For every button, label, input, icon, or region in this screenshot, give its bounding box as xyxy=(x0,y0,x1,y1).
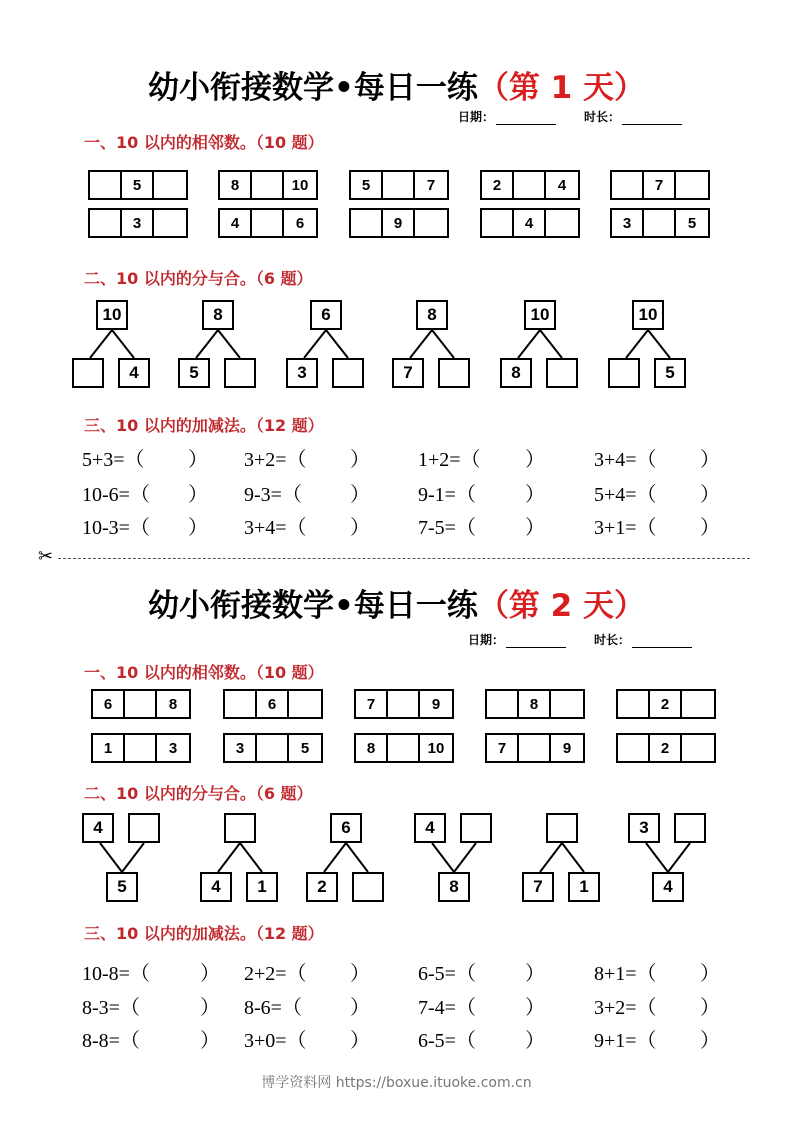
answer-blank[interactable] xyxy=(300,957,345,981)
answer-blank[interactable] xyxy=(138,511,183,535)
answer-blank[interactable] xyxy=(150,957,195,981)
answer-close-paren: ） xyxy=(525,484,545,506)
answer-cell[interactable] xyxy=(682,735,714,761)
given-number-cell: 5 xyxy=(122,172,154,198)
number-box: 10 xyxy=(632,300,664,330)
answer-close-paren: ） xyxy=(525,517,545,539)
answer-blank[interactable] xyxy=(150,991,195,1015)
answer-blank[interactable] xyxy=(300,511,345,535)
equation-text: 6-5=（ xyxy=(418,1030,476,1052)
equation-item xyxy=(594,511,657,540)
adjacent-number-strip xyxy=(91,689,191,719)
equation-item xyxy=(594,1024,657,1053)
adjacent-number-strip xyxy=(610,170,710,200)
answer-close-paren: ） xyxy=(700,449,720,471)
given-number-cell: 10 xyxy=(291,176,309,194)
equation-text: 9+1=（ xyxy=(594,1030,657,1052)
equation-item xyxy=(418,511,476,540)
equation-item xyxy=(594,478,657,507)
given-number-cell: 4 xyxy=(220,210,252,236)
answer-close-paren: ） xyxy=(700,963,720,985)
number-box: 8 xyxy=(202,300,234,330)
answer-close-paren: ） xyxy=(350,1030,370,1052)
number-box: 3 xyxy=(286,358,318,388)
given-number-cell: 3 xyxy=(168,739,178,757)
answer-box[interactable] xyxy=(674,813,706,843)
equation-text: 3+2=（ xyxy=(244,449,307,471)
answer-blank[interactable] xyxy=(475,443,520,467)
given-number-cell: 5 xyxy=(351,172,383,198)
equation-text: 8-6=（ xyxy=(244,997,302,1019)
equation-item xyxy=(594,443,657,472)
answer-blank[interactable] xyxy=(650,991,695,1015)
given-number-cell: 9 xyxy=(431,695,441,713)
answer-box[interactable] xyxy=(546,358,578,388)
answer-cell[interactable] xyxy=(546,210,578,236)
section-heading-decompose: 二、10 以内的分与合。（6 题） xyxy=(84,269,313,288)
answer-blank[interactable] xyxy=(650,957,695,981)
adjacent-number-strip xyxy=(616,733,716,763)
number-box: 4 xyxy=(414,813,446,843)
number-box: 5 xyxy=(654,358,686,388)
answer-blank[interactable] xyxy=(650,478,695,502)
answer-blank[interactable] xyxy=(475,957,520,981)
given-number-cell: 4 xyxy=(514,210,546,236)
equation-text: 3+2=（ xyxy=(594,997,657,1019)
given-number-cell: 8 xyxy=(519,691,551,717)
adjacent-number-strip xyxy=(88,170,188,200)
date-blank[interactable] xyxy=(506,635,566,648)
answer-cell[interactable] xyxy=(676,172,708,198)
equation-item xyxy=(244,957,307,986)
answer-blank[interactable] xyxy=(138,478,183,502)
number-box: 8 xyxy=(438,872,470,902)
answer-cell[interactable] xyxy=(257,735,289,761)
footer-source: 博学资料网 https://boxue.ituoke.com.cn xyxy=(261,1075,532,1091)
adjacent-number-strip xyxy=(223,733,323,763)
given-number-cell: 8 xyxy=(356,735,388,761)
answer-blank[interactable] xyxy=(300,443,345,467)
answer-cell[interactable] xyxy=(618,691,650,717)
equation-item xyxy=(418,957,476,986)
answer-box[interactable] xyxy=(332,358,364,388)
equation-text: 8-8=（ xyxy=(82,1030,140,1052)
answer-blank[interactable] xyxy=(300,991,345,1015)
given-number-cell: 6 xyxy=(93,691,125,717)
given-number-cell: 1 xyxy=(93,735,125,761)
number-box: 10 xyxy=(524,300,556,330)
adjacent-number-strip xyxy=(354,689,454,719)
answer-box[interactable] xyxy=(438,358,470,388)
answer-blank[interactable] xyxy=(475,511,520,535)
date-duration-row xyxy=(468,631,692,648)
equation-text: 3+4=（ xyxy=(244,517,307,539)
answer-close-paren: ） xyxy=(350,484,370,506)
equation-text: 9-1=（ xyxy=(418,484,476,506)
answer-box[interactable] xyxy=(128,813,160,843)
answer-cell[interactable] xyxy=(383,172,415,198)
answer-blank[interactable] xyxy=(475,1024,520,1048)
answer-close-paren: ） xyxy=(188,449,208,471)
answer-close-paren: ） xyxy=(700,1030,720,1052)
answer-cell[interactable] xyxy=(388,691,420,717)
given-number-cell: 7 xyxy=(644,172,676,198)
answer-box[interactable] xyxy=(72,358,104,388)
number-box: 7 xyxy=(392,358,424,388)
equation-text: 3+0=（ xyxy=(244,1030,307,1052)
answer-cell[interactable] xyxy=(125,691,157,717)
answer-cell[interactable] xyxy=(487,691,519,717)
number-box: 5 xyxy=(178,358,210,388)
given-number-cell: 8 xyxy=(168,695,178,713)
number-box: 7 xyxy=(522,872,554,902)
adjacent-number-strip xyxy=(349,170,449,200)
given-number-cell: 3 xyxy=(225,735,257,761)
scissors-icon: ✂ xyxy=(38,546,54,567)
section-heading-adjacent: 一、10 以内的相邻数。（10 题） xyxy=(84,133,324,152)
equation-text: 2+2=（ xyxy=(244,963,307,985)
title-main: 幼小衔接数学•每日一练 xyxy=(148,70,478,106)
answer-close-paren: ） xyxy=(525,997,545,1019)
answer-close-paren: ） xyxy=(188,484,208,506)
equation-item xyxy=(244,478,302,507)
answer-close-paren: ） xyxy=(525,1030,545,1052)
equation-text: 7-4=（ xyxy=(418,997,476,1019)
equation-text: 10-6=（ xyxy=(82,484,150,506)
number-box: 4 xyxy=(200,872,232,902)
given-number-cell: 10 xyxy=(427,739,445,757)
equation-item xyxy=(418,1024,476,1053)
equation-text: 3+1=（ xyxy=(594,517,657,539)
adjacent-number-strip xyxy=(223,689,323,719)
answer-close-paren: ） xyxy=(700,997,720,1019)
adjacent-number-strip xyxy=(480,208,580,238)
adjacent-number-strip xyxy=(88,208,188,238)
answer-cell[interactable] xyxy=(125,735,157,761)
date-label: 日期： xyxy=(468,633,505,647)
equation-item xyxy=(244,991,302,1020)
given-number-cell: 2 xyxy=(650,691,682,717)
given-number-cell: 5 xyxy=(687,214,697,232)
number-box: 4 xyxy=(82,813,114,843)
adjacent-number-strip xyxy=(610,208,710,238)
answer-box[interactable] xyxy=(224,358,256,388)
answer-box[interactable] xyxy=(546,813,578,843)
answer-cell[interactable] xyxy=(618,735,650,761)
date-blank[interactable] xyxy=(496,112,556,125)
equation-item xyxy=(82,443,145,472)
equation-item xyxy=(244,443,307,472)
given-number-cell: 2 xyxy=(482,172,514,198)
given-number-cell: 6 xyxy=(257,691,289,717)
answer-cell[interactable] xyxy=(482,210,514,236)
number-box: 8 xyxy=(416,300,448,330)
equation-text: 5+3=（ xyxy=(82,449,145,471)
number-box: 6 xyxy=(310,300,342,330)
number-box: 2 xyxy=(306,872,338,902)
answer-close-paren: ） xyxy=(525,449,545,471)
adjacent-number-strip xyxy=(485,689,585,719)
answer-cell[interactable] xyxy=(551,691,583,717)
title-day: （第 2 天） xyxy=(477,588,645,624)
given-number-cell: 3 xyxy=(612,210,644,236)
answer-close-paren: ） xyxy=(700,484,720,506)
given-number-cell: 7 xyxy=(487,735,519,761)
equation-text: 3+4=（ xyxy=(594,449,657,471)
date-label: 日期： xyxy=(458,110,495,124)
answer-blank[interactable] xyxy=(138,443,183,467)
answer-box[interactable] xyxy=(224,813,256,843)
given-number-cell: 9 xyxy=(383,210,415,236)
answer-box[interactable] xyxy=(352,872,384,902)
number-box: 5 xyxy=(106,872,138,902)
answer-cell[interactable] xyxy=(514,172,546,198)
adjacent-number-strip xyxy=(485,733,585,763)
answer-box[interactable] xyxy=(460,813,492,843)
equation-item xyxy=(594,991,657,1020)
given-number-cell: 6 xyxy=(295,214,305,232)
equation-text: 8+1=（ xyxy=(594,963,657,985)
adjacent-number-strip xyxy=(218,208,318,238)
answer-cell[interactable] xyxy=(154,172,186,198)
number-box: 1 xyxy=(246,872,278,902)
duration-blank[interactable] xyxy=(632,635,692,648)
date-duration-row xyxy=(458,108,682,125)
answer-blank[interactable] xyxy=(475,991,520,1015)
adjacent-number-strip xyxy=(616,689,716,719)
answer-close-paren: ） xyxy=(188,517,208,539)
answer-cell[interactable] xyxy=(415,210,447,236)
equation-item xyxy=(82,1024,140,1053)
adjacent-number-strip xyxy=(354,733,454,763)
equation-item xyxy=(82,957,150,986)
answer-blank[interactable] xyxy=(650,1024,695,1048)
equation-item xyxy=(418,991,476,1020)
answer-cell[interactable] xyxy=(519,735,551,761)
answer-blank[interactable] xyxy=(300,1024,345,1048)
worksheet-title xyxy=(0,580,793,625)
answer-cell[interactable] xyxy=(682,691,714,717)
equation-text: 6-5=（ xyxy=(418,963,476,985)
worksheet-title xyxy=(0,62,793,107)
answer-blank[interactable] xyxy=(475,478,520,502)
title-day: （第 1 天） xyxy=(477,70,645,106)
answer-cell[interactable] xyxy=(225,691,257,717)
answer-blank[interactable] xyxy=(300,478,345,502)
section-heading-decompose: 二、10 以内的分与合。（6 题） xyxy=(84,784,313,803)
answer-close-paren: ） xyxy=(350,997,370,1019)
given-number-cell: 7 xyxy=(356,691,388,717)
answer-cell[interactable] xyxy=(388,735,420,761)
equation-text: 10-8=（ xyxy=(82,963,150,985)
answer-cell[interactable] xyxy=(252,210,284,236)
title-main: 幼小衔接数学•每日一练 xyxy=(148,588,478,624)
number-box: 10 xyxy=(96,300,128,330)
answer-close-paren: ） xyxy=(200,1030,220,1052)
answer-blank[interactable] xyxy=(150,1024,195,1048)
equation-item xyxy=(244,511,307,540)
answer-cell[interactable] xyxy=(612,172,644,198)
cut-dashed-line xyxy=(58,558,750,559)
answer-cell[interactable] xyxy=(351,210,383,236)
number-box: 1 xyxy=(568,872,600,902)
given-number-cell: 2 xyxy=(650,735,682,761)
answer-close-paren: ） xyxy=(200,963,220,985)
answer-close-paren: ） xyxy=(350,517,370,539)
answer-close-paren: ） xyxy=(350,963,370,985)
number-box: 4 xyxy=(652,872,684,902)
equation-item xyxy=(594,957,657,986)
number-box: 6 xyxy=(330,813,362,843)
adjacent-number-strip xyxy=(218,170,318,200)
duration-label: 时长： xyxy=(584,110,621,124)
adjacent-number-strip xyxy=(480,170,580,200)
given-number-cell: 3 xyxy=(122,210,154,236)
answer-box[interactable] xyxy=(608,358,640,388)
equation-item xyxy=(418,478,476,507)
equation-item xyxy=(244,1024,307,1053)
duration-label: 时长： xyxy=(594,633,631,647)
adjacent-number-strip xyxy=(91,733,191,763)
given-number-cell: 4 xyxy=(557,176,567,194)
answer-close-paren: ） xyxy=(350,449,370,471)
answer-cell[interactable] xyxy=(644,210,676,236)
equation-text: 8-3=（ xyxy=(82,997,140,1019)
answer-cell[interactable] xyxy=(289,691,321,717)
answer-close-paren: ） xyxy=(700,517,720,539)
answer-close-paren: ） xyxy=(525,963,545,985)
equation-item xyxy=(82,991,140,1020)
section-heading-arithmetic: 三、10 以内的加减法。（12 题） xyxy=(84,416,324,435)
equation-text: 10-3=（ xyxy=(82,517,150,539)
given-number-cell: 9 xyxy=(562,739,572,757)
number-box: 3 xyxy=(628,813,660,843)
number-box: 4 xyxy=(118,358,150,388)
given-number-cell: 7 xyxy=(426,176,436,194)
number-box: 8 xyxy=(500,358,532,388)
equation-text: 1+2=（ xyxy=(418,449,481,471)
answer-cell[interactable] xyxy=(252,172,284,198)
equation-item xyxy=(418,443,481,472)
answer-blank[interactable] xyxy=(650,443,695,467)
given-number-cell: 5 xyxy=(300,739,310,757)
answer-cell[interactable] xyxy=(154,210,186,236)
section-heading-arithmetic: 三、10 以内的加减法。（12 题） xyxy=(84,924,324,943)
adjacent-number-strip xyxy=(349,208,449,238)
equation-text: 7-5=（ xyxy=(418,517,476,539)
answer-blank[interactable] xyxy=(650,511,695,535)
duration-blank[interactable] xyxy=(622,112,682,125)
answer-cell[interactable] xyxy=(90,172,122,198)
section-heading-adjacent: 一、10 以内的相邻数。（10 题） xyxy=(84,663,324,682)
answer-cell[interactable] xyxy=(90,210,122,236)
equation-text: 5+4=（ xyxy=(594,484,657,506)
equation-text: 9-3=（ xyxy=(244,484,302,506)
given-number-cell: 8 xyxy=(220,172,252,198)
answer-close-paren: ） xyxy=(200,997,220,1019)
